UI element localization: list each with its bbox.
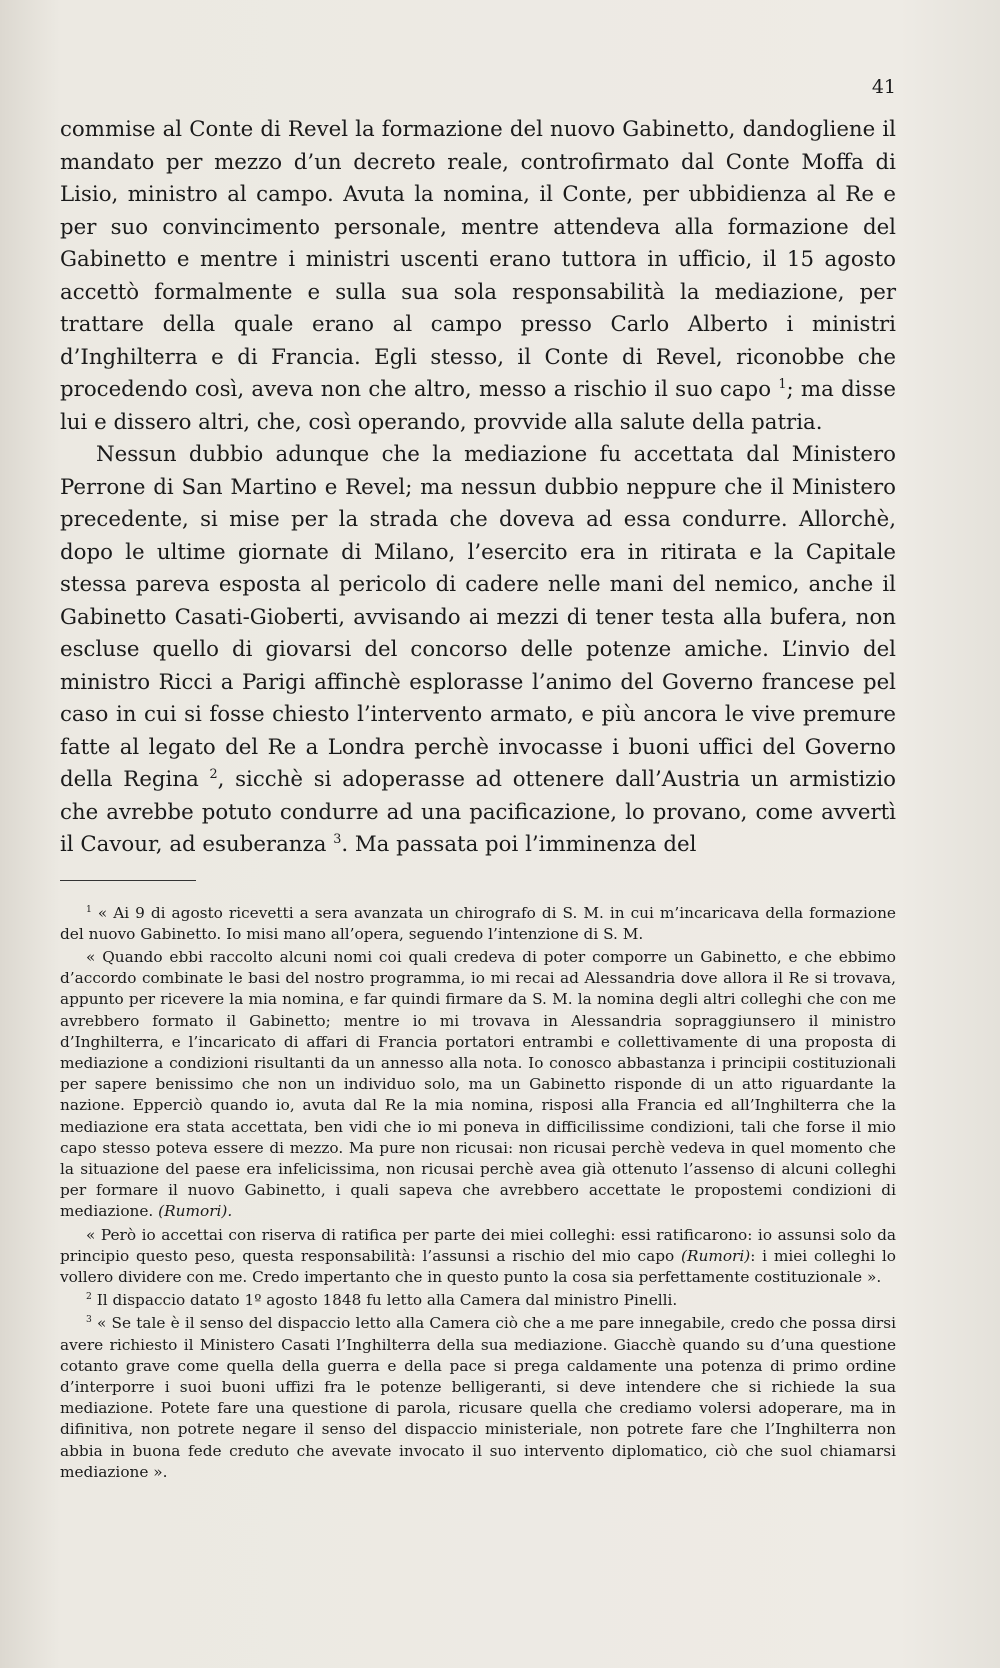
footnote-2: [60, 1290, 896, 1311]
footnote-3-text: « Se tale è il senso del dispaccio letto alla Camera ciò che a me pare innegabile, credo che possa dirsi avere richiesto il Ministero Casati l’Inghilterra della sua mediazione. Giacchè quando su d’una questione cotanto grave come quella della guerra e della pace si prega caldamente una potenza di primo ordine d’interporre i suoi buoni uffizi fra le potenze belligeranti, si deve intendere che si richiede la sua mediazione. Potete fare una questione di parola, ricusare quella che crediamo volersi adoperare, ma in difinitiva, non potrete negare il senso del dispaccio ministeriale, non potrete fare che l’Inghilterra non abbia in buona fede creduto che avevate invocato il suo intervento diplomatico, ciò che suol chiamarsi mediazione ».: [60, 1314, 896, 1481]
paragraph-1-text-end: ; ma disse lui e dissero altri, che, così operando, provvide alla salute della patria.: [60, 377, 896, 435]
footnote-1-final-end: : i miei colleghi lo vollero dividere con me. Credo impertanto che in questo punto la cosa sia perfettamente costituzionale ».: [60, 1246, 896, 1286]
footnote-1-mark: 1: [86, 903, 92, 915]
main-text: [60, 114, 896, 862]
footnote-3-mark: 3: [86, 1314, 92, 1326]
footnote-3: [60, 1313, 896, 1483]
paragraph-2-text-end: . Ma passata poi l’imminenza del: [341, 832, 697, 857]
paragraph-1: [60, 114, 896, 439]
footnote-1-continued: [60, 947, 896, 1223]
footnote-1-text: « Ai 9 di agosto ricevetti a sera avanzata un chirografo di S. M. in cui m’incaricava della formazione del nuovo Gabinetto. Io misi mano all’opera, seguendo l’intenzione di S. M.: [60, 903, 896, 943]
footnote-1-final-rumori: (Rumori): [680, 1246, 751, 1265]
paragraph-2: [60, 439, 896, 862]
paragraph-2-text-mid: , sicchè si adoperasse ad ottenere dall’Austria un armistizio che avrebbe potuto condurre ad una pacificazione, lo provano, come avvertì il Cavour, ad esuberanza: [60, 767, 896, 857]
footnote-2-text: Il dispaccio datato 1º agosto 1848 fu letto alla Camera dal ministro Pinelli.: [96, 1291, 678, 1310]
footnote-ref-3: 3: [333, 831, 342, 847]
footnote-1-final: [60, 1225, 896, 1289]
footnote-1-final-text: « Però io accettai con riserva di ratifica per parte dei miei colleghi: essi ratificarono: io assunsi solo da principio questo peso, questa responsabilità: l’assunsi a rischio del mio capo: [60, 1225, 896, 1265]
footnote-2-mark: 2: [86, 1291, 92, 1303]
footnote-1-quote: « Quando ebbi raccolto alcuni nomi coi quali credeva di poter comporre un Gabinetto, e che ebbimo d’accordo combinate le basi del nostro programma, io mi recai ad Alessandria dove allora il Re si trovava, appunto per ricevere la mia nomina, e far quindi firmare da S. M. la nomina degli altri colleghi che con me avrebbero formato il Gabinetto; mentre io mi trovava in Alessandria sopraggiunsero il ministro d’Inghilterra, e l’incaricato di affari di Francia portatori entrambi e collettivamente di una proposta di mediazione a condizioni risultanti da un annesso alla nota. Io conosco abbastanza i principii costituzionali per sapere benissimo che non un individuo solo, ma un Gabinetto risponde di un atto riguardante la nazione. Epperciò quando io, avuta dal Re la mia nomina, risposi alla Francia ed all’Inghilterra che la mediazione era stata accettata, ben vidi che io mi poneva in difficilissime condizioni, tali che forse il mio capo stesso poteva essere di mezzo. Ma pure non ricusai: non ricusai perchè vedeva in quel momento che la situazione del paese era infelicissima, non ricusai perchè avea già ottenuto l’assenso di alcuni colleghi per formare il nuovo Gabinetto, i quali sapeva che avrebbero accettate le propostemi condizioni di mediazione.: [60, 947, 896, 1221]
paragraph-2-text: Nessun dubbio adunque che la mediazione fu accettata dal Ministero Perrone di San Martino e Revel; ma nessun dubbio neppure che il Ministero precedente, si mise per la strada che doveva ad essa condurre. Allorchè, dopo le ultime giornate di Milano, l’esercito era in ritirata e la Capitale stessa pareva esposta al pericolo di cadere nelle mani del nemico, anche il Gabinetto Casati-Gioberti, avvisando ai mezzi di tener testa alla bufera, non escluse quello di giovarsi del concorso delle potenze amiche. L’invio del ministro Ricci a Parigi affinchè esplorasse l’animo del Governo francese pel caso in cui si fosse chiesto l’intervento armato, e più ancora le vive premure fatte al legato del Re a Londra perchè invocasse i buoni uffici del Governo della Regina: [60, 442, 896, 792]
footnote-1-rumori: (Rumori).: [158, 1202, 233, 1221]
paragraph-1-text: commise al Conte di Revel la formazione del nuovo Gabinetto, dandogliene il mandato per mezzo d’un decreto reale, controfirmato dal Conte Moffa di Lisio, ministro al campo. Avuta la nomina, il Conte, per ubbidienza al Re e per suo convincimento personale, mentre attendeva alla formazione del Gabinetto e mentre i ministri uscenti erano tuttora in ufficio, il 15 agosto accettò formalmente e sulla sua sola responsabilità la mediazione, per trattare della quale erano al campo presso Carlo Alberto i ministri d’Inghilterra e di Francia. Egli stesso, il Conte di Revel, riconobbe che procedendo così, aveva non che altro, messo a rischio il suo capo: [60, 117, 896, 402]
footnote-ref-2: 2: [209, 766, 218, 782]
footnote-1: [60, 903, 896, 945]
page-number: 41: [871, 76, 896, 98]
footnote-separator: [60, 880, 196, 881]
footnotes: [60, 903, 896, 1483]
footnote-ref-1: 1: [778, 376, 787, 392]
